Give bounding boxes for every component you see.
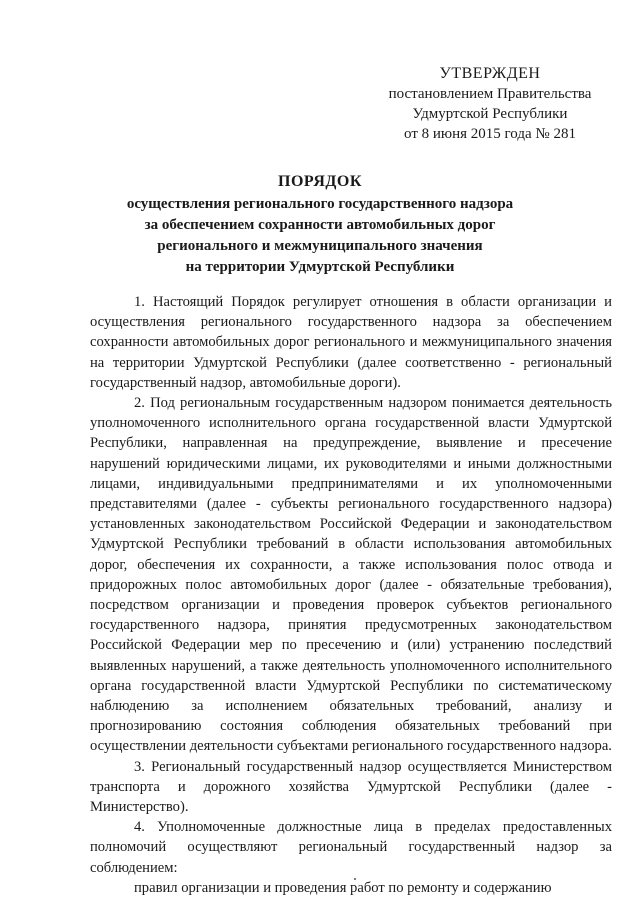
paragraph-1: 1. Настоящий Порядок регулирует отношения в области организации и осуществления регионального государственного надзора за обеспечением сохранности автомобильных дорог регионального и межмуниципального значения на территории Удмуртской Республики (далее соответственно - региональный государственный надзор, автомобильные дороги). <box>90 294 612 391</box>
paragraph-4: 4. Уполномоченные должностные лица в пределах предоставленных полномочий осуществляют региональный государственный надзор за соблюдением: <box>90 819 612 876</box>
document-title <box>100 171 540 278</box>
approval-title: УТВЕРЖДЕН <box>439 65 541 82</box>
title-main: ПОРЯДОК <box>278 173 362 190</box>
paragraph-3: 3. Региональный государственный надзор осуществляется Министерством транспорта и дорожного хозяйства Удмуртской Республики (далее - Министерство). <box>90 758 612 816</box>
approval-line-1: постановлением Правительства <box>388 86 592 102</box>
approval-line-3: от 8 июня 2015 года № 281 <box>404 126 576 142</box>
approval-line-2: Удмуртской Республики <box>412 106 568 122</box>
title-line-2: за обеспечением сохранности автомобильных дорог <box>144 217 496 233</box>
title-line-4: на территории Удмуртской Республики <box>185 259 455 275</box>
document-body <box>90 292 612 898</box>
title-line-1: осуществления регионального государственного надзора <box>126 196 514 212</box>
approval-stamp <box>380 64 600 144</box>
page-mark <box>354 878 356 880</box>
title-line-3: регионального и межмуниципального значения <box>157 238 483 254</box>
paragraph-2: 2. Под региональным государственным надзором понимается деятельность уполномоченного исполнительного органа государственной власти Удмуртской Республики, направленная на предупреждение, выявление и пресечение нарушений юридическими лицами, их руководителями и иными должностными лицами, индивидуальными предпринимателями и их уполномоченными представителями (далее - субъекты регионального государственного надзора) установленных законодательством Российской Федерации и законодательством Удмуртской Республики требований в области использования автомобильных дорог, обеспечения их сохранности, а также использования полос отвода и придорожных полос автомобильных дорог (далее - обязательные требования), посредством организации и проведения проверок субъектов регионального государственного надзора, принятия предусмотренных законодательством Российской Федерации мер по пресечению и (или) устранению последствий выявленных нарушений, а также деятельность уполномоченного исполнительного органа государственной власти Удмуртской Республики по систематическому наблюдению за исполнением обязательных требований, анализу и прогнозированию состояния соблюдения обязательных требований при осуществлении деятельности субъектами регионального государственного надзора. <box>90 395 612 755</box>
paragraph-5: правил организации и проведения работ по ремонту и содержанию <box>134 879 552 896</box>
